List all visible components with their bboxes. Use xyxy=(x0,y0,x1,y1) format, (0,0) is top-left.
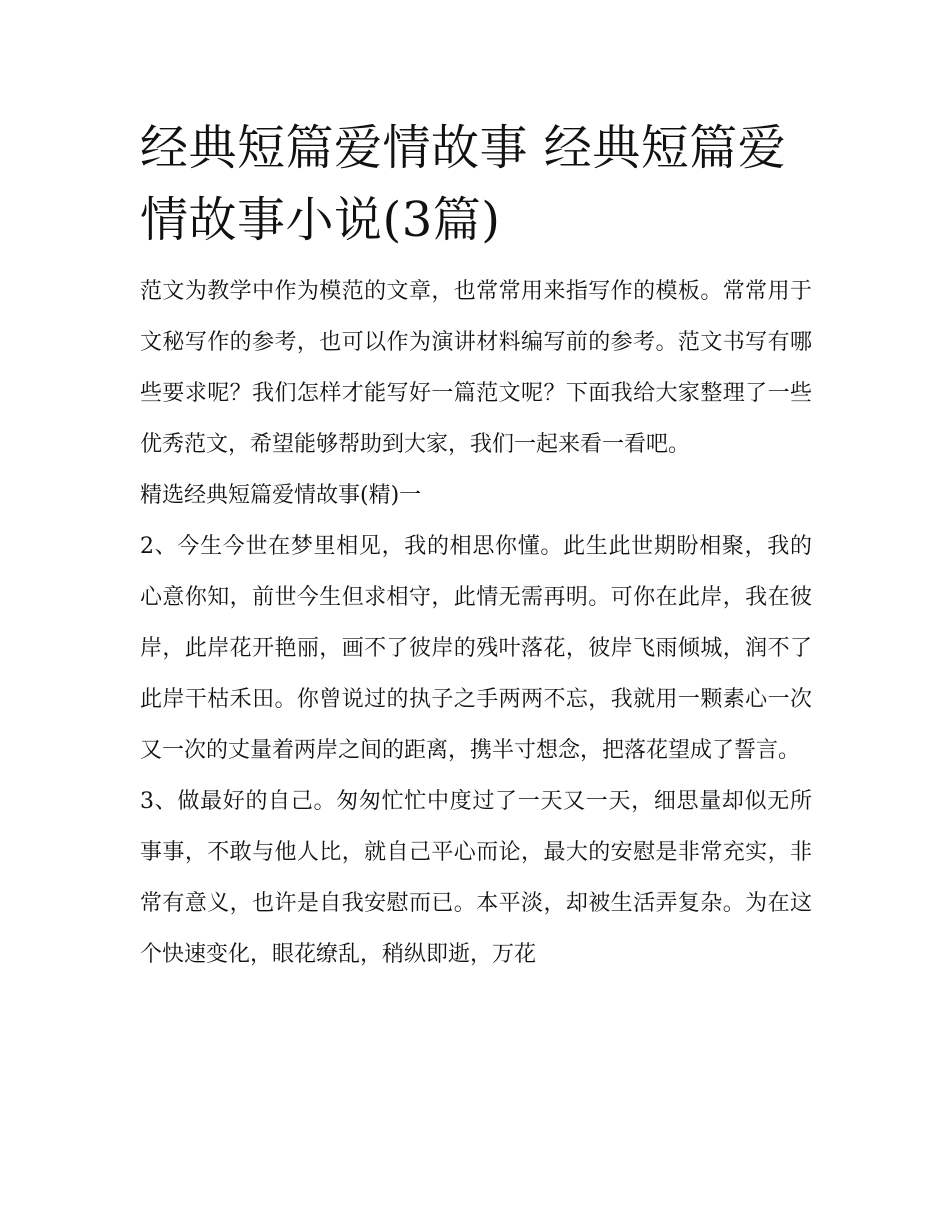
story-paragraph-3: 3、做最好的自己。匆匆忙忙中度过了一天又一天，细思量却似无所事事，不敢与他人比，就自己平心而论，最大的安慰是非常充实，非常有意义，也许是自我安慰而已。本平淡，却被生活弄复杂。为在这个快速变化，眼花缭乱，稍纵即逝，万花 xyxy=(140,789,812,967)
document-title: 经典短篇爱情故事 经典短篇爱情故事小说(3篇) xyxy=(140,120,787,248)
document-body xyxy=(140,112,812,980)
intro-paragraph: 范文为教学中作为模范的文章，也常常用来指写作的模板。常常用于文秘写作的参考，也可以作为演讲材料编写前的参考。范文书写有哪些要求呢？我们怎样才能写好一篇范文呢？下面我给大家整理了一些优秀范文，希望能够帮助到大家，我们一起来看一看吧。 xyxy=(140,279,812,457)
story-paragraph-2: 2、今生今世在梦里相见，我的相思你懂。此生此世期盼相聚，我的心意你知，前世今生但求相守，此情无需再明。可你在此岸，我在彼岸，此岸花开艳丽，画不了彼岸的残叶落花，彼岸飞雨倾城，润不了此岸干枯禾田。你曾说过的执子之手两两不忘，我就用一颗素心一次又一次的丈量着两岸之间的距离，携半寸想念，把落花望成了誓言。 xyxy=(140,534,812,763)
section-heading: 精选经典短篇爱情故事(精)一 xyxy=(140,483,422,508)
